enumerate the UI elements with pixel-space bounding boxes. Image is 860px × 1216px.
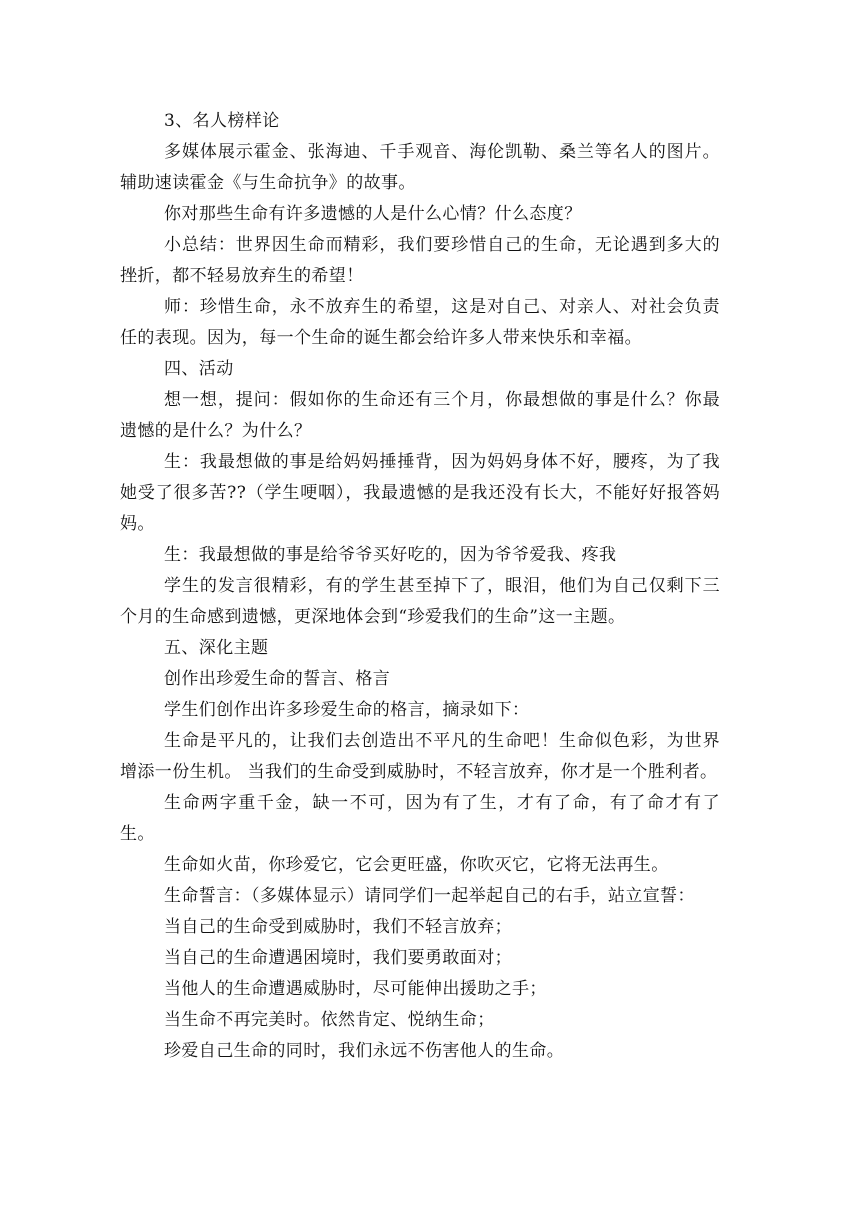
paragraph-9: 生：我最想做的事是给爷爷买好吃的，因为爷爷爱我、疼我 — [164, 545, 617, 565]
paragraph-15: 生命两字重千金，缺一不可，因为有了生，才有了命，有了命才有了生。 — [120, 793, 720, 844]
paragraph-4: 小总结：世界因生命而精彩，我们要珍惜自己的生命，无论遇到多大的挫折，都不轻易放弃生的希望！ — [120, 235, 720, 286]
paragraph-3: 你对那些生命有许多遗憾的人是什么心情？什么态度？ — [164, 204, 582, 224]
oath-line-2: 当自己的生命遭遇困境时，我们要勇敢面对； — [164, 948, 512, 968]
paragraph-14: 生命是平凡的，让我们去创造出不平凡的生命吧！生命似色彩，为世界增添一份生机。 当我们的生命受到威胁时，不轻言放弃，你才是一个胜利者。 — [120, 731, 720, 782]
oath-line-1: 当自己的生命受到威胁时，我们不轻言放弃； — [164, 917, 512, 937]
paragraph-8: 生：我最想做的事是给妈妈捶捶背，因为妈妈身体不好，腰疼，为了我她受了很多苦??（学生哽咽），我最遗憾的是我还没有长大，不能好好报答妈妈。 — [120, 452, 720, 534]
section-heading-deepen-theme: 五、深化主题 — [164, 638, 269, 658]
paragraph-2: 多媒体展示霍金、张海迪、千手观音、海伦凯勒、桑兰等名人的图片。辅助速读霍金《与生命抗争》的故事。 — [120, 142, 720, 193]
paragraph-5: 师：珍惜生命，永不放弃生的希望，这是对自己、对亲人、对社会负责任的表现。因为，每一个生命的诞生都会给许多人带来快乐和幸福。 — [120, 297, 720, 348]
paragraph-17: 生命誓言：（多媒体显示）请同学们一起举起自己的右手，站立宣誓： — [164, 886, 695, 906]
paragraph-7: 想一想，提问：假如你的生命还有三个月，你最想做的事是什么？你最遗憾的是什么？为什么？ — [120, 390, 720, 441]
paragraph-16: 生命如火苗，你珍爱它，它会更旺盛，你吹灭它，它将无法再生。 — [164, 855, 669, 875]
oath-line-3: 当他人的生命遭遇威胁时，尽可能伸出援助之手； — [164, 979, 547, 999]
document-body — [120, 106, 720, 1067]
oath-line-4: 当生命不再完美时。依然肯定、悦纳生命； — [164, 1010, 495, 1030]
paragraph-13: 学生们创作出许多珍爱生命的格言，摘录如下： — [164, 700, 530, 720]
paragraph-12: 创作出珍爱生命的誓言、格言 — [164, 669, 391, 689]
paragraph-1: 3、名人榜样论 — [164, 111, 280, 131]
section-heading-activity: 四、活动 — [164, 359, 234, 379]
paragraph-10: 学生的发言很精彩，有的学生甚至掉下了，眼泪，他们为自己仅剩下三个月的生命感到遗憾，更深地体会到“珍爱我们的生命”这一主题。 — [120, 576, 720, 627]
oath-line-5: 珍爱自己生命的同时，我们永远不伤害他人的生命。 — [164, 1041, 565, 1061]
